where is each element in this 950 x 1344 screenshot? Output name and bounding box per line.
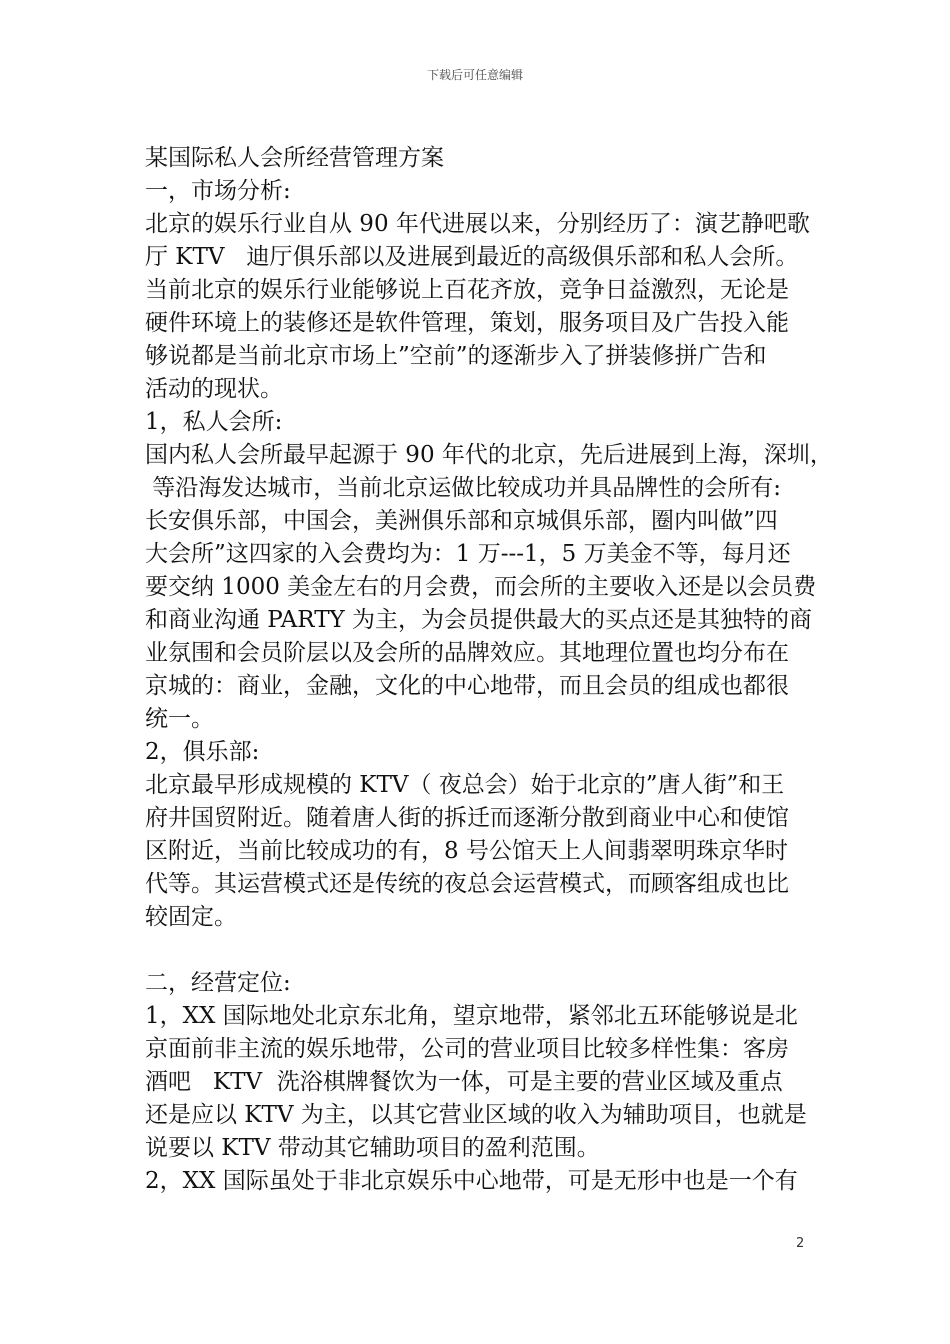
- paragraph-line: 硬件环境上的装修还是软件管理，策划，服务项目及广告投入能: [145, 310, 789, 336]
- paragraph-line: 业氛围和会员阶层以及会所的品牌效应。其地理位置也均分布在: [145, 640, 789, 666]
- paragraph-line: 京面前非主流的娱乐地带，公司的营业项目比较多样性集：客房: [145, 1036, 789, 1062]
- paragraph-line: 说要以 KTV 带动其它辅助项目的盈利范围。: [145, 1135, 600, 1161]
- page-number: 2: [796, 1236, 805, 1251]
- paragraph-line: 较固定。: [145, 904, 237, 930]
- paragraph-line: 等沿海发达城市，当前北京运做比较成功并具品牌性的会所有:: [145, 475, 782, 501]
- paragraph-line: 国内私人会所最早起源于 90 年代的北京，先后进展到上海，深圳，: [145, 442, 833, 468]
- paragraph-line: 北京最早形成规模的 KTV（ 夜总会）始于北京的”唐人街”和王: [145, 772, 785, 798]
- paragraph-line: 府井国贸附近。随着唐人街的拆迁而逐渐分散到商业中心和使馆: [145, 805, 789, 831]
- paragraph-line: 当前北京的娱乐行业能够说上百花齐放，竞争日益激烈，无论是: [145, 277, 789, 303]
- paragraph-line: 够说都是当前北京市场上”空前”的逐渐步入了拼装修拼广告和: [145, 343, 767, 369]
- paragraph-line: 还是应以 KTV 为主，以其它营业区域的收入为辅助项目，也就是: [145, 1102, 807, 1128]
- subheading-private-club: 1，私人会所:: [145, 409, 283, 435]
- paragraph-line: 酒吧 KTV 洗浴棋牌餐饮为一体，可是主要的营业区域及重点: [145, 1069, 783, 1095]
- page-header: 下载后可任意编辑: [426, 68, 523, 82]
- paragraph-line: 要交纳 1000 美金左右的月会费，而会所的主要收入还是以会员费: [145, 574, 817, 600]
- paragraph-line: 区附近，当前比较成功的有，8 号公馆天上人间翡翠明珠京华时: [145, 838, 788, 864]
- paragraph-line: 长安俱乐部，中国会，美洲俱乐部和京城俱乐部，圈内叫做”四: [145, 508, 778, 534]
- document-body: [145, 142, 833, 1198]
- paragraph-line: 1，XX 国际地处北京东北角，望京地带，紧邻北五环能够说是北: [145, 1003, 798, 1029]
- paragraph-line: 厅 KTV 迪厅俱乐部以及进展到最近的高级俱乐部和私人会所。: [145, 244, 799, 270]
- subheading-club: 2，俱乐部:: [145, 739, 260, 765]
- paragraph-line: 代等。其运营模式还是传统的夜总会运营模式，而顾客组成也比: [145, 871, 789, 897]
- blank-line: [145, 934, 815, 967]
- paragraph-line: 大会所”这四家的入会费均为：1 万---1，5 万美金不等，每月还: [145, 541, 791, 567]
- section-heading-market-analysis: 一，市场分析:: [145, 178, 291, 204]
- paragraph-line: 和商业沟通 PARTY 为主，为会员提供最大的买点还是其独特的商: [145, 607, 813, 633]
- paragraph-line: 统一。: [145, 706, 214, 732]
- paragraph-line: 2，XX 国际虽处于非北京娱乐中心地带，可是无形中也是一个有: [145, 1168, 798, 1194]
- paragraph-line: 京城的：商业，金融，文化的中心地带，而且会员的组成也都很: [145, 673, 789, 699]
- section-heading-positioning: 二，经营定位:: [145, 970, 291, 996]
- paragraph-line: 活动的现状。: [145, 376, 283, 402]
- document-title: 某国际私人会所经营管理方案: [145, 145, 444, 171]
- paragraph-line: 北京的娱乐行业自从 90 年代进展以来，分别经历了：演艺静吧歌: [145, 211, 810, 237]
